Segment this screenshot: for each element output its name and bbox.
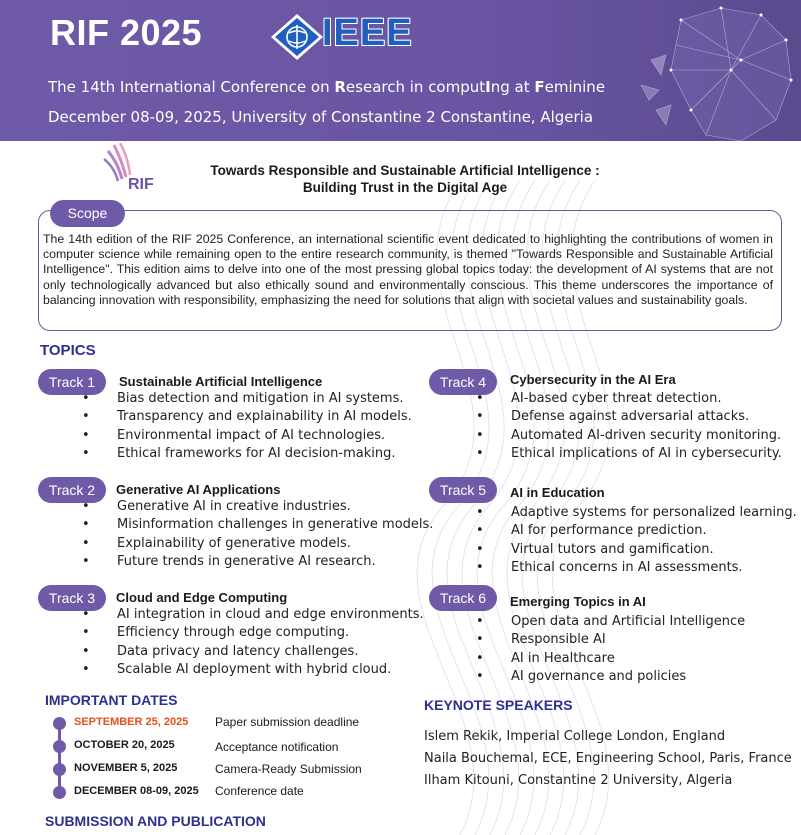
track-title: Cloud and Edge Computing	[116, 590, 288, 605]
list-item: • AI integration in cloud and edge environments.	[117, 606, 424, 624]
list-item: • Transparency and explainability in AI models.	[117, 408, 412, 426]
track-items	[117, 390, 412, 463]
track-label: Track 6	[429, 585, 497, 611]
header-banner	[0, 0, 801, 141]
list-item: • Defense against adversarial attacks.	[511, 408, 782, 426]
keynote-heading: KEYNOTE SPEAKERS	[424, 697, 573, 713]
list-item: • Bias detection and mitigation in AI systems.	[117, 390, 412, 408]
list-item: • Scalable AI deployment with hybrid cloud.	[117, 661, 424, 679]
date-conference: DECEMBER 08-09, 2025	[74, 785, 199, 797]
theme-line-2: Building Trust in the Digital Age	[302, 180, 508, 195]
list-item: • Open data and Artificial Intelligence	[511, 613, 745, 631]
track-title: Generative AI Applications	[116, 482, 281, 497]
track-label: Track 5	[429, 477, 497, 503]
list-item: • Data privacy and latency challenges.	[117, 643, 424, 661]
track-items	[511, 504, 797, 577]
date-desc-conference: Conference date	[215, 784, 304, 798]
track-label: Track 4	[429, 369, 497, 395]
date-desc-submission: Paper submission deadline	[215, 715, 360, 729]
keynote-speaker: Naila Bouchemal, ECE, Engineering School, Paris, France	[424, 751, 792, 766]
list-item: • Adaptive systems for personalized learning.	[511, 504, 797, 522]
list-item: • Environmental impact of AI technologies.	[117, 427, 412, 445]
timeline-dot	[53, 786, 66, 799]
list-item: • AI in Healthcare	[511, 650, 745, 668]
track-label: Track 3	[38, 585, 106, 611]
submission-heading: SUBMISSION AND PUBLICATION	[45, 813, 266, 829]
conference-subtitle: The 14th International Conference on Research in computIng at Feminine	[48, 78, 606, 96]
conference-date-location: December 08-09, 2025, University of Constantine 2 Constantine, Algeria	[48, 108, 594, 126]
track-items	[117, 606, 424, 679]
date-desc-camera-ready: Camera-Ready Submission	[215, 762, 362, 776]
track-items	[511, 613, 745, 686]
timeline-dot	[53, 740, 66, 753]
date-submission: SEPTEMBER 25, 2025	[74, 716, 189, 728]
date-acceptance: OCTOBER 20, 2025	[74, 739, 175, 751]
list-item: • Automated AI-driven security monitoring.	[511, 427, 782, 445]
list-item: • Generative AI in creative industries.	[117, 498, 433, 516]
date-desc-acceptance: Acceptance notification	[215, 740, 339, 754]
list-item: • Ethical implications of AI in cybersecurity.	[511, 445, 782, 463]
list-item: • Explainability of generative models.	[117, 535, 433, 553]
timeline-line	[58, 722, 61, 792]
rif-logo	[100, 143, 175, 197]
conference-title: RIF 2025	[50, 12, 203, 53]
scope-text: The 14th edition of the RIF 2025 Conference, an international scientific event dedicated to highlighting the contributions of women in computer science while remaining open to the entire research community, is themed "Towards Responsible and Sustainable Artificial Intelligence". This edition aims to delve into one of the most pressing global topics today: the development of AI systems that are not only technologically advanced but also ethically sound and environmentally conscious. This theme underscores the importance of balancing innovation with responsibility, emphasizing the need for solutions that align with societal values and sustainability goals.	[43, 232, 773, 307]
keynote-speaker: Islem Rekik, Imperial College London, England	[424, 729, 726, 744]
important-dates-heading: IMPORTANT DATES	[45, 692, 178, 708]
track-title: Sustainable Artificial Intelligence	[119, 374, 323, 389]
keynote-speaker: Ilham Kitouni, Constantine 2 University, Algeria	[424, 773, 733, 788]
ai-face-illustration	[611, 0, 801, 141]
track-label: Track 2	[38, 477, 106, 503]
theme-line-1: Towards Responsible and Sustainable Artificial Intelligence :	[210, 163, 600, 178]
track-title: Emerging Topics in AI	[510, 594, 646, 609]
list-item: • Responsible AI	[511, 631, 745, 649]
topics-heading: TOPICS	[40, 342, 96, 359]
track-title: Cybersecurity in the AI Era	[510, 372, 676, 387]
scope-label: Scope	[50, 200, 125, 227]
track-items	[117, 498, 433, 571]
list-item: • Ethical frameworks for AI decision-making.	[117, 445, 412, 463]
list-item: • Future trends in generative AI research.	[117, 553, 433, 571]
conference-theme	[175, 162, 635, 196]
list-item: • AI governance and policies	[511, 668, 745, 686]
ieee-diamond-icon	[267, 12, 327, 62]
list-item: • Efficiency through edge computing.	[117, 624, 424, 642]
rif-logo-text: RIF	[128, 176, 154, 193]
list-item: • AI for performance prediction.	[511, 522, 797, 540]
track-items	[511, 390, 782, 463]
list-item: • Misinformation challenges in generative models.	[117, 516, 433, 534]
date-camera-ready: NOVEMBER 5, 2025	[74, 762, 178, 774]
ieee-wordmark: IEEE	[322, 12, 413, 54]
track-title: AI in Education	[510, 485, 605, 500]
list-item: • AI-based cyber threat detection.	[511, 390, 782, 408]
list-item: • Virtual tutors and gamification.	[511, 541, 797, 559]
timeline-dot	[53, 763, 66, 776]
timeline-dot	[53, 717, 66, 730]
list-item: • Ethical concerns in AI assessments.	[511, 559, 797, 577]
track-label: Track 1	[38, 369, 106, 395]
